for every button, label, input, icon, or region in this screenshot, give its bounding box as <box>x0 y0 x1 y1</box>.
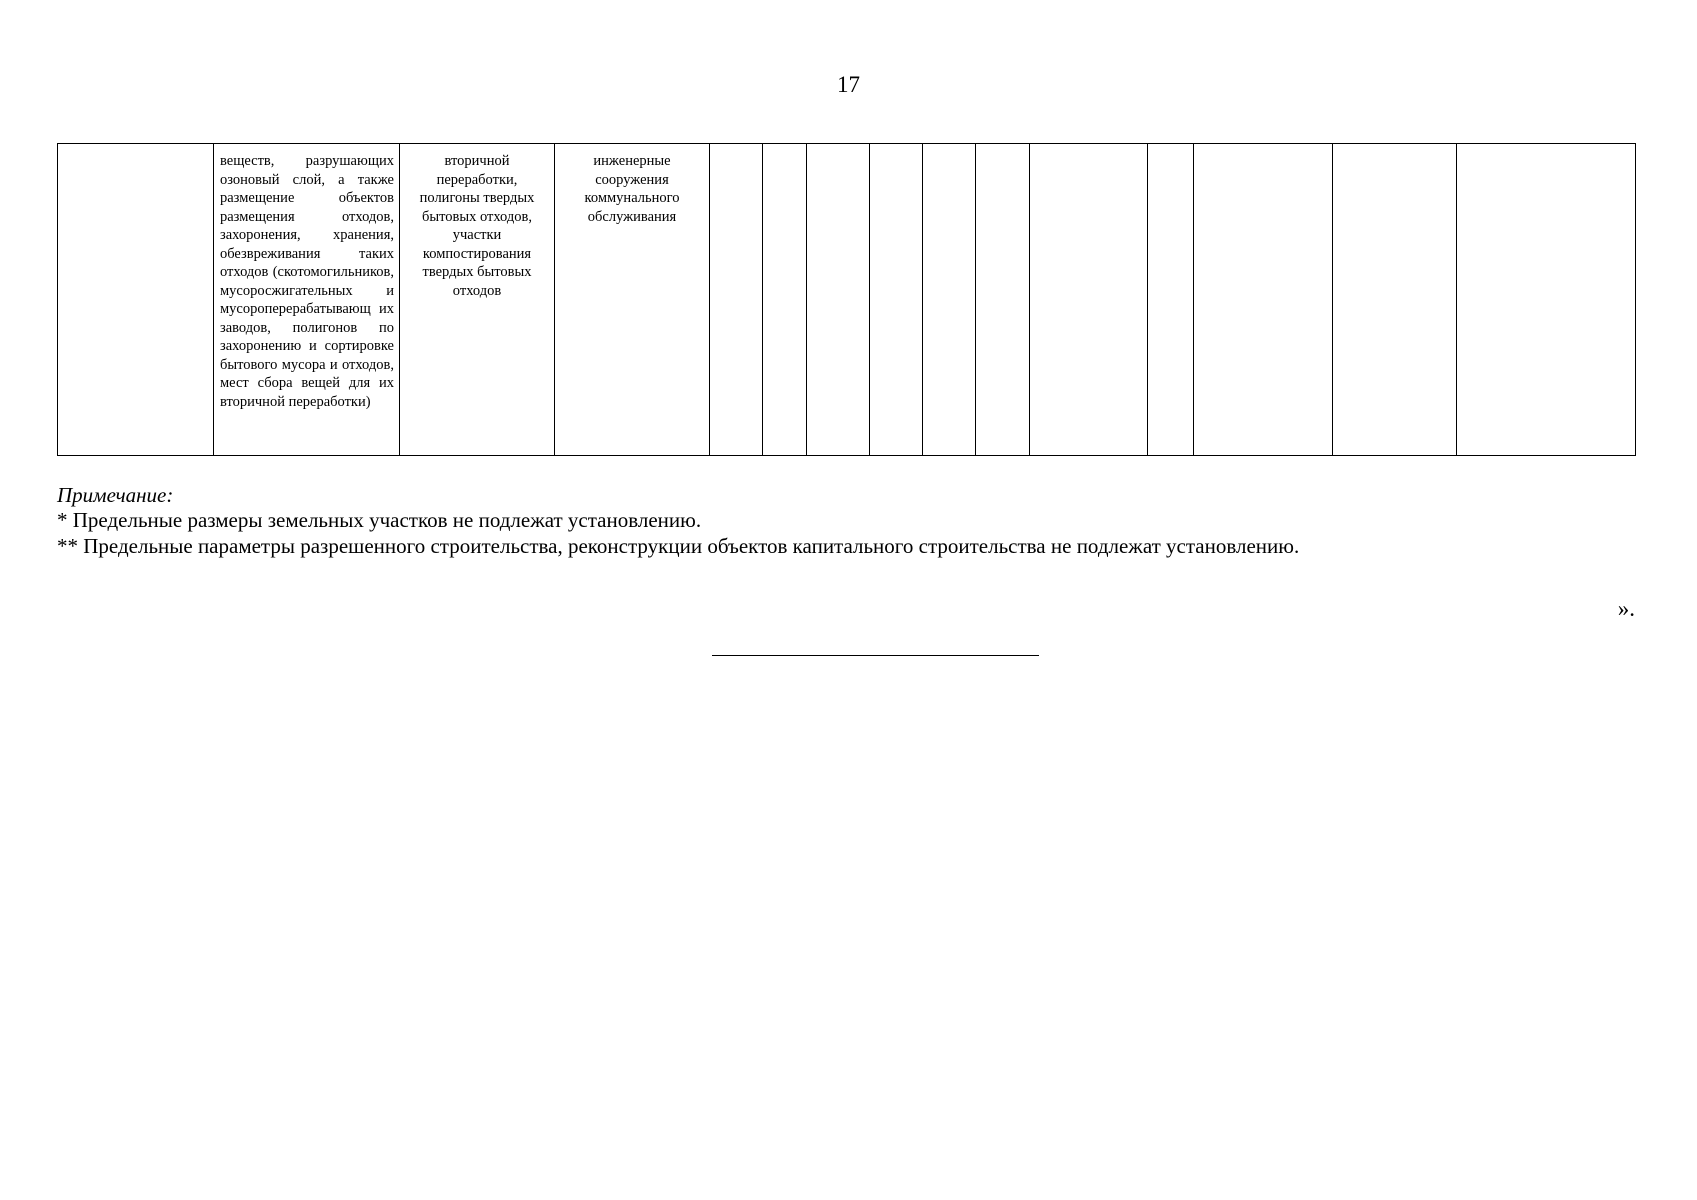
page-number: 17 <box>837 72 860 97</box>
table-cell-main-use: вторичной переработки, полигоны твердых бытовых отходов, участки компостирования твердых бытовых отходов <box>400 144 555 456</box>
table-cell <box>1030 144 1148 456</box>
separator-line <box>712 655 1039 656</box>
note-line: * Предельные размеры земельных участков не подлежат установлению. <box>57 508 702 532</box>
table-cell <box>1194 144 1333 456</box>
table-row <box>58 144 1636 456</box>
table-cell <box>870 144 923 456</box>
note-line: ** Предельные параметры разрешенного строительства, реконструкции объектов капитального строительства не подлежат установлению. <box>57 534 1300 558</box>
table-cell <box>763 144 807 456</box>
table-cell-auxiliary-use: инженерные сооружения коммунального обслуживания <box>555 144 710 456</box>
closing-quote: ». <box>1617 596 1635 621</box>
data-table <box>57 143 1636 456</box>
table-cell <box>1333 144 1457 456</box>
table-cell <box>976 144 1030 456</box>
table-cell <box>1148 144 1194 456</box>
table-cell <box>923 144 976 456</box>
table-cell <box>807 144 870 456</box>
table-cell <box>710 144 763 456</box>
table-cell <box>1457 144 1636 456</box>
table-cell <box>58 144 214 456</box>
note-title: Примечание: <box>57 483 174 507</box>
table-cell-land-use-description: веществ, разрушающих озоновый слой, а также размещение объектов размещения отходов, захоронения, хранения, обезвреживания таких отходов (скотомогильников, мусоросжигательных и мусороперерабатывающ их заводов, полигонов по захоронению и сортировке бытового мусора и отходов, мест сбора вещей для их вторичной переработки) <box>214 144 400 456</box>
